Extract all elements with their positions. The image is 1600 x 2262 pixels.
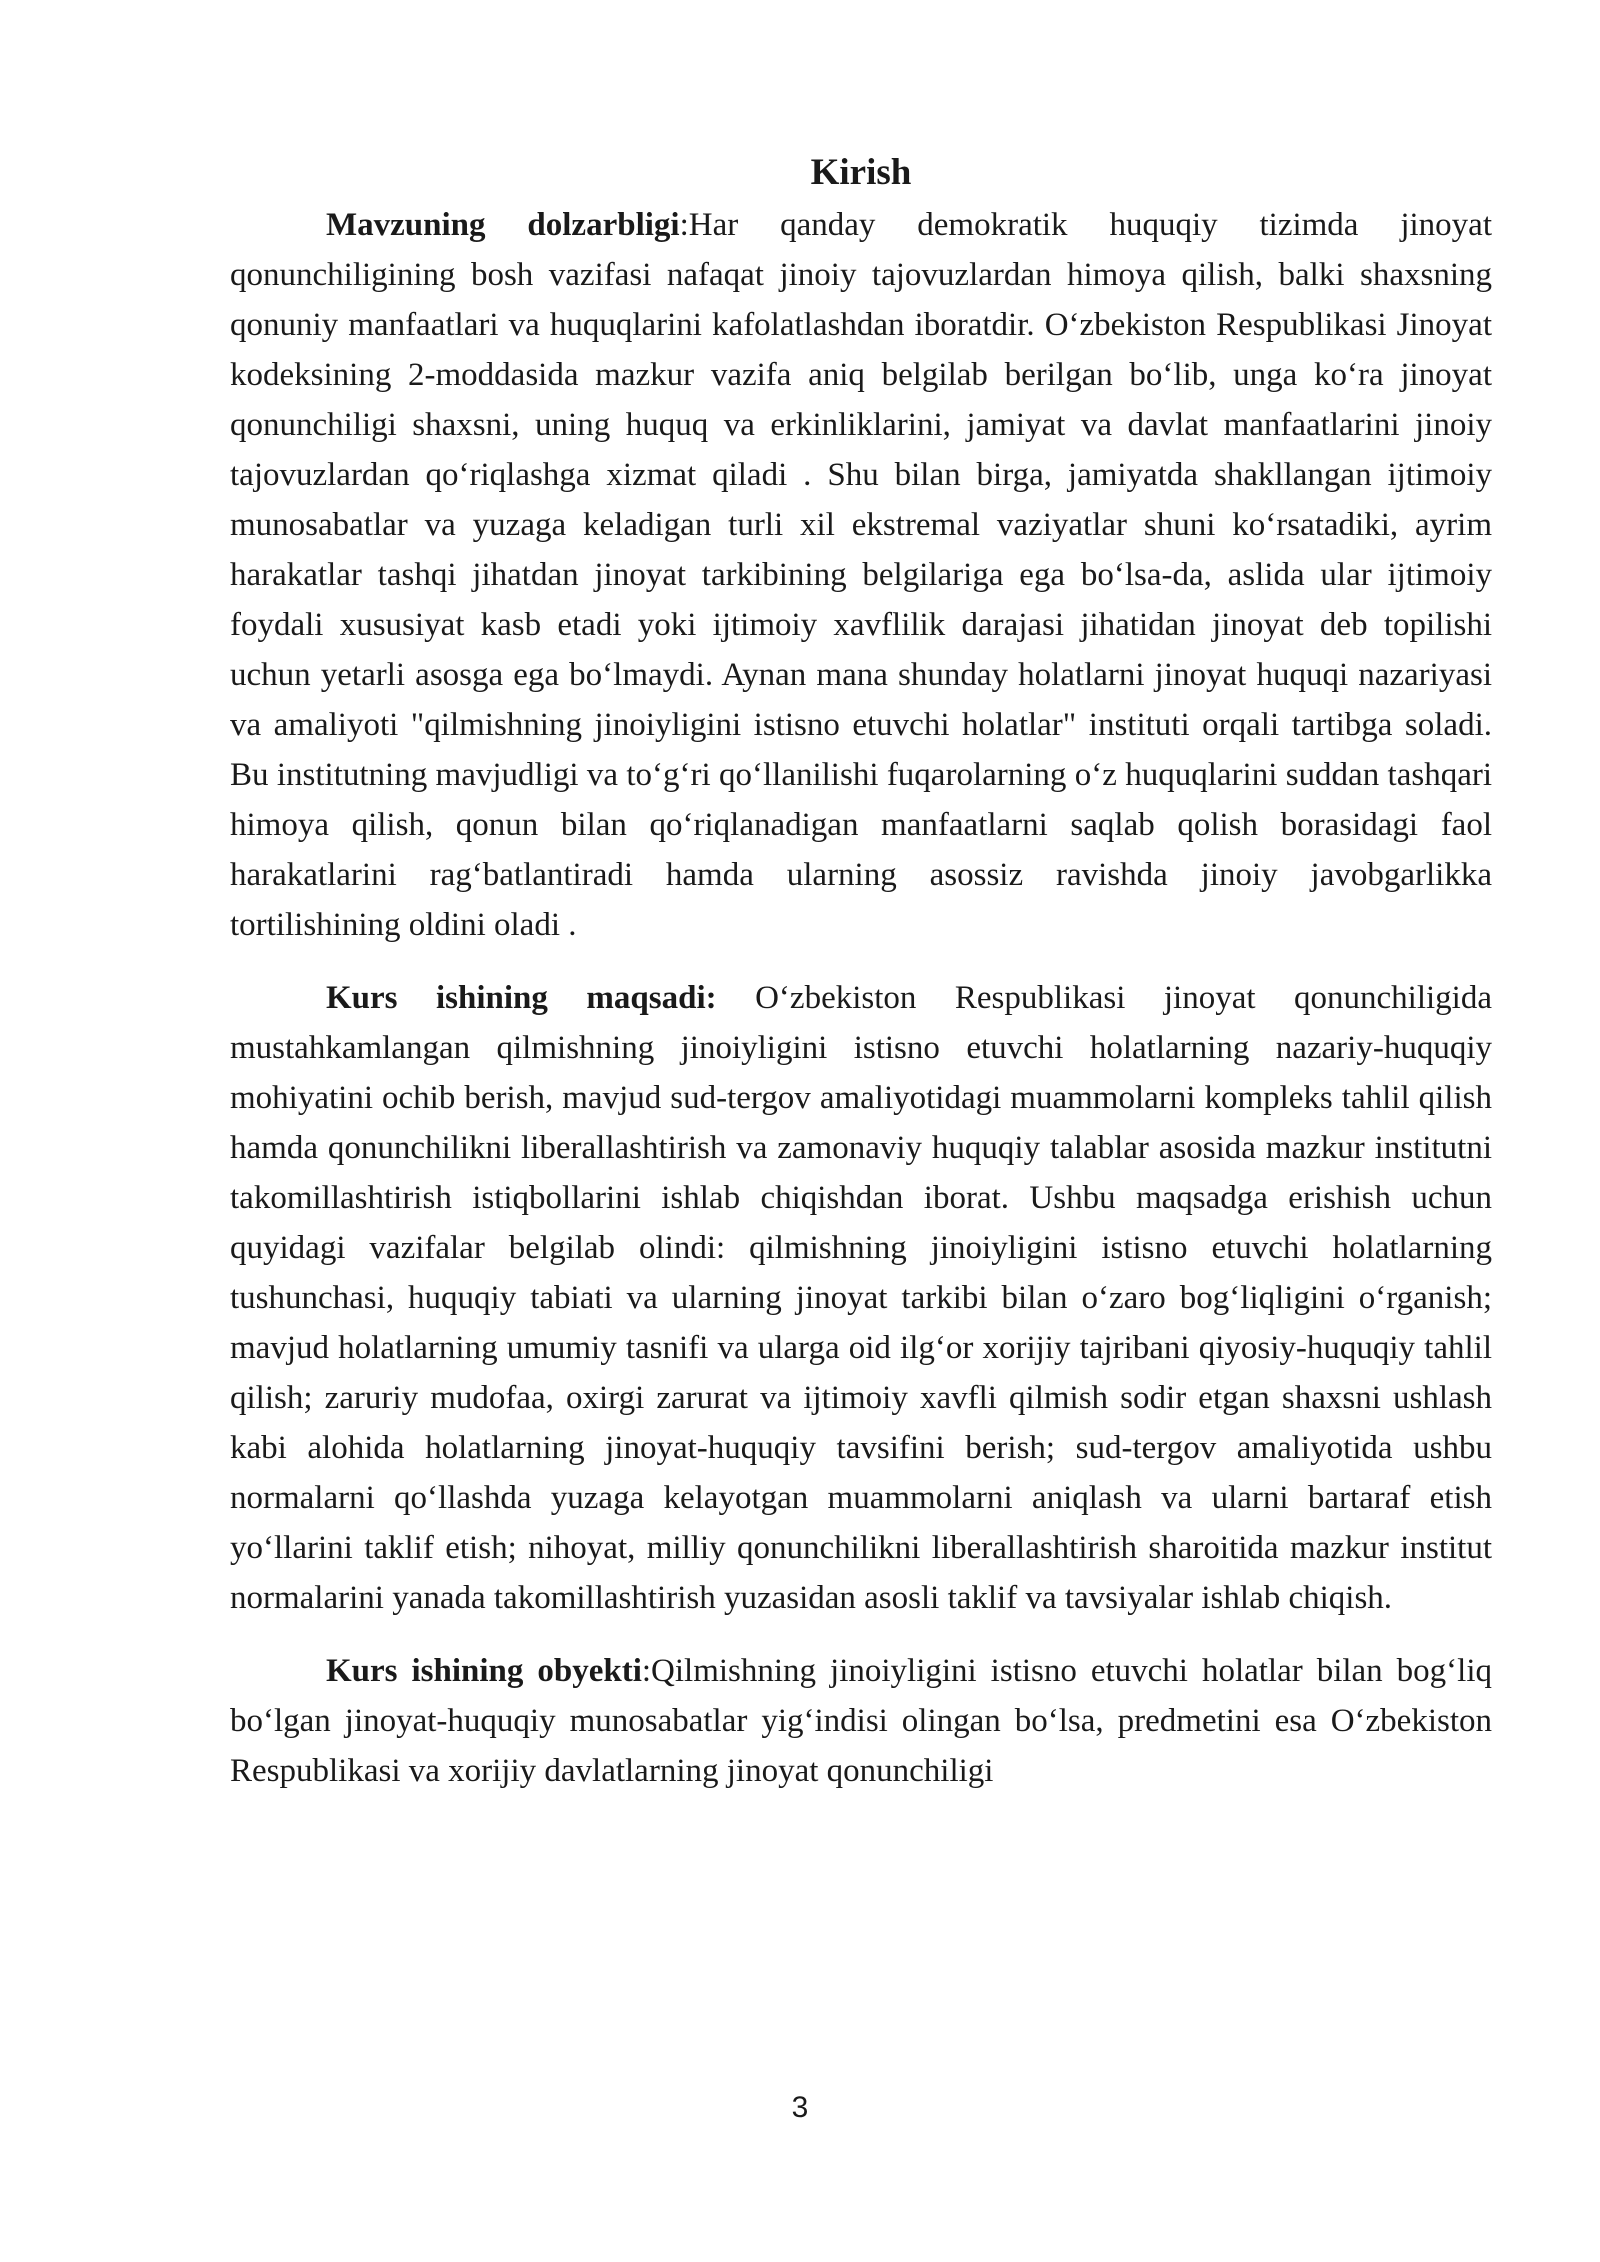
paragraph-object bbox=[230, 1646, 1492, 1796]
paragraph-goal bbox=[230, 973, 1492, 1623]
section-title: Kirish bbox=[810, 152, 912, 193]
paragraph-lead: Kurs ishining obyekti bbox=[326, 1653, 642, 1689]
paragraph-lead: Kurs ishining maqsadi: bbox=[326, 980, 717, 1016]
paragraph-text: :Qilmishning jinoiyligini istisno etuvchi holatlar bilan bog‘liq bo‘lgan jinoyat-huquqiy munosabatlar yig‘indisi olingan bo‘lsa, predmetini esa O‘zbekiston Respublikasi va xorijiy davlatlarning jinoyat qonunchiligi bbox=[230, 1653, 1492, 1789]
paragraph-lead: Mavzuning dolzarbligi bbox=[326, 207, 680, 243]
paragraph-text: :Har qanday demokratik huquqiy tizimda jinoyat qonunchiligining bosh vazifasi nafaqat jinoiy tajovuzlardan himoya qilish, balki shaxsning qonuniy manfaatlari va huquqlarini kafolatlashdan iboratdir. O‘zbekiston Respublikasi Jinoyat kodeksining 2-moddasida mazkur vazifa aniq belgilab berilgan bo‘lib, unga ko‘ra jinoyat qonunchiligi shaxsni, uning huquq va erkinliklarini, jamiyat va davlat manfaatlarini jinoiy tajovuzlardan qo‘riqlashga xizmat qiladi . Shu bilan birga, jamiyatda shakllangan ijtimoiy munosabatlar va yuzaga keladigan turli xil ekstremal vaziyatlar shuni ko‘rsatadiki, ayrim harakatlar tashqi jihatdan jinoyat tarkibining belgilariga ega bo‘lsa-da, aslida ular ijtimoiy foydali xususiyat kasb etadi yoki ijtimoiy xavflilik darajasi jihatidan jinoyat deb topilishi uchun yetarli asosga ega bo‘lmaydi. Aynan mana shunday holatlarni jinoyat huquqi nazariyasi va amaliyoti "qilmishning jinoiyligini istisno etuvchi holatlar" instituti orqali tartibga soladi. Bu institutning mavjudligi va to‘g‘ri qo‘llanilishi fuqarolarning o‘z huquqlarini suddan tashqari himoya qilish, qonun bilan qo‘riqlanadigan manfaatlarni saqlab qolish borasidagi faol harakatlarini rag‘batlantiradi hamda ularning asossiz ravishda jinoiy javobgarlikka tortilishining oldini oladi . bbox=[230, 207, 1492, 943]
page-number: 3 bbox=[791, 2091, 809, 2124]
paragraph-text: O‘zbekiston Respublikasi jinoyat qonunchiligida mustahkamlangan qilmishning jinoiyligini istisno etuvchi holatlarning nazariy-huquqiy mohiyatini ochib berish, mavjud sud-tergov amaliyotidagi muammolarni kompleks tahlil qilish hamda qonunchilikni liberallashtirish va zamonaviy huquqiy talablar asosida mazkur institutni takomillashtirish istiqbollarini ishlab chiqishdan iborat. Ushbu maqsadga erishish uchun quyidagi vazifalar belgilab olindi: qilmishning jinoiyligini istisno etuvchi holatlarning tushunchasi, huquqiy tabiati va ularning jinoyat tarkibi bilan o‘zaro bog‘liqligini o‘rganish; mavjud holatlarning umumiy tasnifi va ularga oid ilg‘or xorijiy tajribani qiyosiy-huquqiy tahlil qilish; zaruriy mudofaa, oxirgi zarurat va ijtimoiy xavfli qilmish sodir etgan shaxsni ushlash kabi alohida holatlarning jinoyat-huquqiy tavsifini berish; sud-tergov amaliyotida ushbu normalarni qo‘llashda yuzaga kelayotgan muammolarni aniqlash va ularni bartaraf etish yo‘llarini taklif etish; nihoyat, milliy qonunchilikni liberallashtirish sharoitida mazkur institut normalarini yanada takomillashtirish yuzasidan asosli taklif va tavsiyalar ishlab chiqish. bbox=[230, 980, 1492, 1616]
page-content bbox=[230, 148, 1492, 1796]
paragraph-relevance bbox=[230, 200, 1492, 950]
